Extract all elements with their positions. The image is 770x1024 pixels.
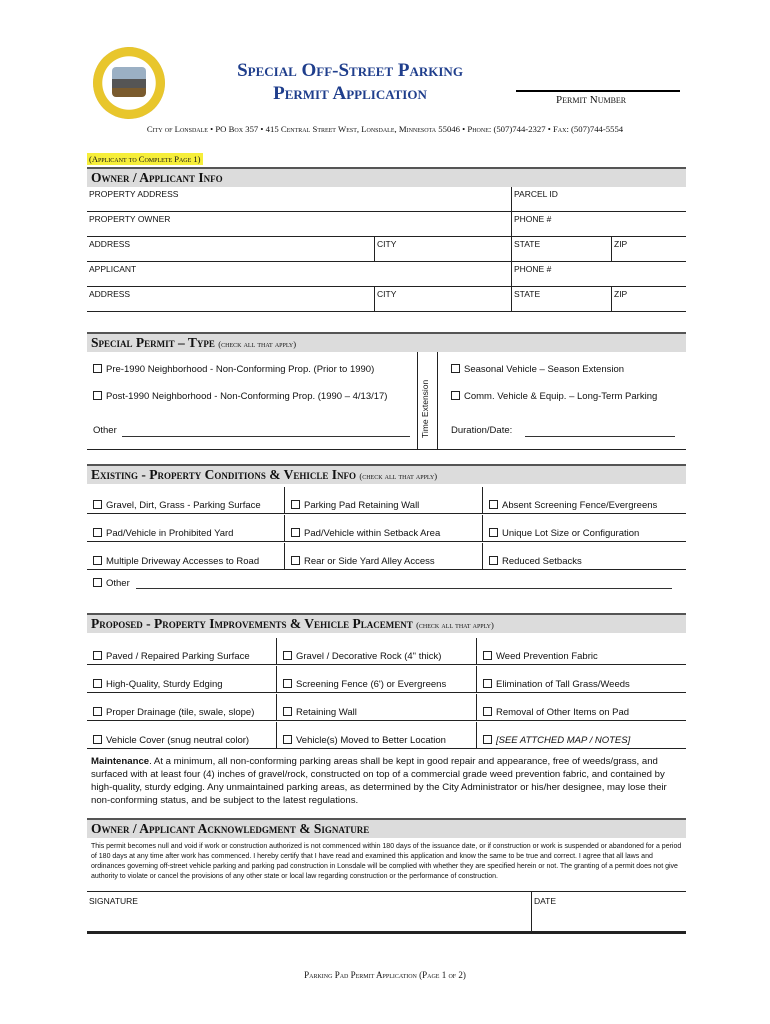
maintenance-paragraph: Maintenance. At a minimum, all non-conforming parking areas shall be kept in good repair and appearance, free of weeds/grass, and surfaced with at least four (4) inches of gravel/rock, constructed on top of a commercial grade weed prevention fabric, and contained by high-quality, sturdy edging. Any unmaintained parking areas, as determined by the City Administrator or his/her designee, may lose their non-conforming status, and be subject to the latest regulations.: [91, 756, 667, 806]
existing-option[interactable]: Gravel, Dirt, Grass - Parking Surface: [87, 487, 285, 514]
owner-address-field[interactable]: ADDRESS: [87, 237, 375, 261]
checkbox[interactable]: [93, 578, 102, 587]
proposed-option[interactable]: High-Quality, Sturdy Edging: [87, 666, 277, 693]
checkbox[interactable]: [483, 707, 492, 716]
row-applicant-address: [87, 287, 686, 312]
row-property-owner: [87, 212, 686, 237]
duration-date-line[interactable]: [525, 436, 675, 437]
existing-option[interactable]: Absent Screening Fence/Evergreens: [483, 487, 686, 514]
property-address-field[interactable]: PROPERTY ADDRESS: [87, 187, 512, 211]
proposed-row-1: [87, 638, 686, 665]
date-field[interactable]: DATE: [534, 896, 557, 906]
existing-option[interactable]: Rear or Side Yard Alley Access: [285, 543, 483, 570]
proposed-option[interactable]: [SEE ATTCHED MAP / NOTES]: [477, 722, 686, 749]
signature-box: [87, 891, 686, 934]
owner-state-field[interactable]: STATE: [512, 237, 612, 261]
city-address-line: City of Lonsdale • PO Box 357 • 415 Central Street West, Lonsdale, Minnesota 55046 • Phone: (507)744-2327 • Fax: (507)744-5554: [146, 124, 624, 134]
checkbox[interactable]: [489, 528, 498, 537]
option-post-1990[interactable]: Post-1990 Neighborhood - Non-Conforming Prop. (1990 – 4/13/17): [93, 391, 387, 402]
existing-option[interactable]: Reduced Setbacks: [483, 543, 686, 570]
applicant-city-field[interactable]: CITY: [375, 287, 512, 311]
signature-field[interactable]: SIGNATURE: [87, 892, 532, 932]
existing-option[interactable]: Unique Lot Size or Configuration: [483, 515, 686, 542]
applicant-zip-field[interactable]: ZIP: [614, 289, 628, 299]
checkbox[interactable]: [93, 556, 102, 565]
checkbox[interactable]: [483, 679, 492, 688]
owner-info-table: [87, 187, 686, 312]
owner-city-field[interactable]: CITY: [375, 237, 512, 261]
proposed-option[interactable]: Vehicle(s) Moved to Better Location: [277, 722, 477, 749]
duration-date-field[interactable]: Duration/Date:: [451, 425, 513, 436]
proposed-option[interactable]: Gravel / Decorative Rock (4" thick): [277, 638, 477, 665]
proposed-option[interactable]: Elimination of Tall Grass/Weeds: [477, 666, 686, 693]
proposed-option[interactable]: Weed Prevention Fabric: [477, 638, 686, 665]
permit-number-label: Permit Number: [556, 94, 627, 106]
applicant-field[interactable]: APPLICANT: [87, 262, 512, 286]
checkbox[interactable]: [93, 391, 102, 400]
checkbox[interactable]: [451, 364, 460, 373]
row-property-address: [87, 187, 686, 212]
checkbox[interactable]: [291, 556, 300, 565]
checkbox[interactable]: [93, 528, 102, 537]
parcel-id-field[interactable]: PARCEL ID: [514, 189, 558, 199]
checkbox[interactable]: [93, 735, 102, 744]
checkbox[interactable]: [451, 391, 460, 400]
proposed-option[interactable]: Vehicle Cover (snug neutral color): [87, 722, 277, 749]
checkbox[interactable]: [93, 707, 102, 716]
owner-section-header: Owner / Applicant Info: [87, 167, 686, 187]
checkbox[interactable]: [291, 500, 300, 509]
proposed-option[interactable]: Screening Fence (6') or Evergreens: [277, 666, 477, 693]
proposed-row-4: [87, 722, 686, 749]
proposed-option[interactable]: Paved / Repaired Parking Surface: [87, 638, 277, 665]
permit-number-line[interactable]: [516, 90, 680, 92]
time-extension-label: Time Extension: [420, 379, 430, 438]
proposed-improvements-header: Proposed - Property Improvements & Vehicle Placement (check all that apply): [87, 613, 686, 633]
applicant-address-field[interactable]: ADDRESS: [87, 287, 375, 311]
applicant-note: (Applicant to Complete Page 1): [89, 154, 201, 164]
checkbox[interactable]: [483, 735, 492, 744]
existing-option[interactable]: Pad/Vehicle within Setback Area: [285, 515, 483, 542]
permit-type-header: Special Permit – Type (check all that apply): [87, 332, 686, 352]
option-pre-1990[interactable]: Pre-1990 Neighborhood - Non-Conforming Prop. (Prior to 1990): [93, 364, 374, 375]
existing-other-line[interactable]: [136, 588, 672, 589]
checkbox[interactable]: [483, 651, 492, 660]
existing-row-2: [87, 515, 686, 542]
checkbox[interactable]: [489, 500, 498, 509]
permit-other-line[interactable]: [122, 436, 410, 437]
checkbox[interactable]: [93, 651, 102, 660]
owner-zip-field[interactable]: ZIP: [614, 239, 628, 249]
acknowledgment-header: Owner / Applicant Acknowledgment & Signature: [87, 818, 686, 838]
applicant-phone-field[interactable]: PHONE #: [514, 264, 552, 274]
checkbox[interactable]: [283, 651, 292, 660]
property-owner-field[interactable]: PROPERTY OWNER: [87, 212, 512, 236]
permit-other-field[interactable]: Other: [93, 425, 117, 436]
existing-other-option[interactable]: Other: [93, 578, 130, 589]
existing-option[interactable]: Multiple Driveway Accesses to Road: [87, 543, 285, 570]
page-title: Special Off-Street Parking Permit Application: [237, 60, 463, 104]
checkbox[interactable]: [283, 707, 292, 716]
proposed-option[interactable]: Removal of Other Items on Pad: [477, 694, 686, 721]
proposed-row-2: [87, 666, 686, 693]
checkbox[interactable]: [93, 679, 102, 688]
existing-row-3: [87, 543, 686, 570]
owner-phone-field[interactable]: PHONE #: [514, 214, 552, 224]
option-seasonal-vehicle[interactable]: Seasonal Vehicle – Season Extension: [451, 364, 624, 375]
checkbox[interactable]: [93, 364, 102, 373]
checkbox[interactable]: [283, 735, 292, 744]
row-applicant: [87, 262, 686, 287]
existing-option[interactable]: Pad/Vehicle in Prohibited Yard: [87, 515, 285, 542]
permit-type-options: [87, 352, 686, 450]
checkbox[interactable]: [291, 528, 300, 537]
proposed-option[interactable]: Proper Drainage (tile, swale, slope): [87, 694, 277, 721]
existing-row-1: [87, 487, 686, 514]
checkbox[interactable]: [489, 556, 498, 565]
checkbox[interactable]: [283, 679, 292, 688]
page-footer: Parking Pad Permit Application (Page 1 of 2): [304, 970, 466, 980]
proposed-option[interactable]: Retaining Wall: [277, 694, 477, 721]
existing-conditions-header: Existing - Property Conditions & Vehicle Info (check all that apply): [87, 464, 686, 484]
existing-option[interactable]: Parking Pad Retaining Wall: [285, 487, 483, 514]
acknowledgment-text: This permit becomes null and void if work or construction authorized is not commenced within 180 days of the issuance date, or if construction or work is suspended or abandoned for a period of 180 days at any time after work has commenced. I hereby certify that I have read and examined this application and know the same to be true and correct. I agree that all laws and ordinances governing off-street vehicle parking and parking pad construction in Lonsdale will be complied with whether they are specified herein or not. The granting of a permit does not give authority to violate or cancel the provisions of any other state or local law regarding construction or the performance of construction.: [91, 843, 682, 880]
city-seal-logo: [93, 47, 165, 119]
option-comm-vehicle[interactable]: Comm. Vehicle & Equip. – Long-Term Parking: [451, 391, 657, 402]
proposed-row-3: [87, 694, 686, 721]
checkbox[interactable]: [93, 500, 102, 509]
applicant-state-field[interactable]: STATE: [512, 287, 612, 311]
row-owner-address: [87, 237, 686, 262]
